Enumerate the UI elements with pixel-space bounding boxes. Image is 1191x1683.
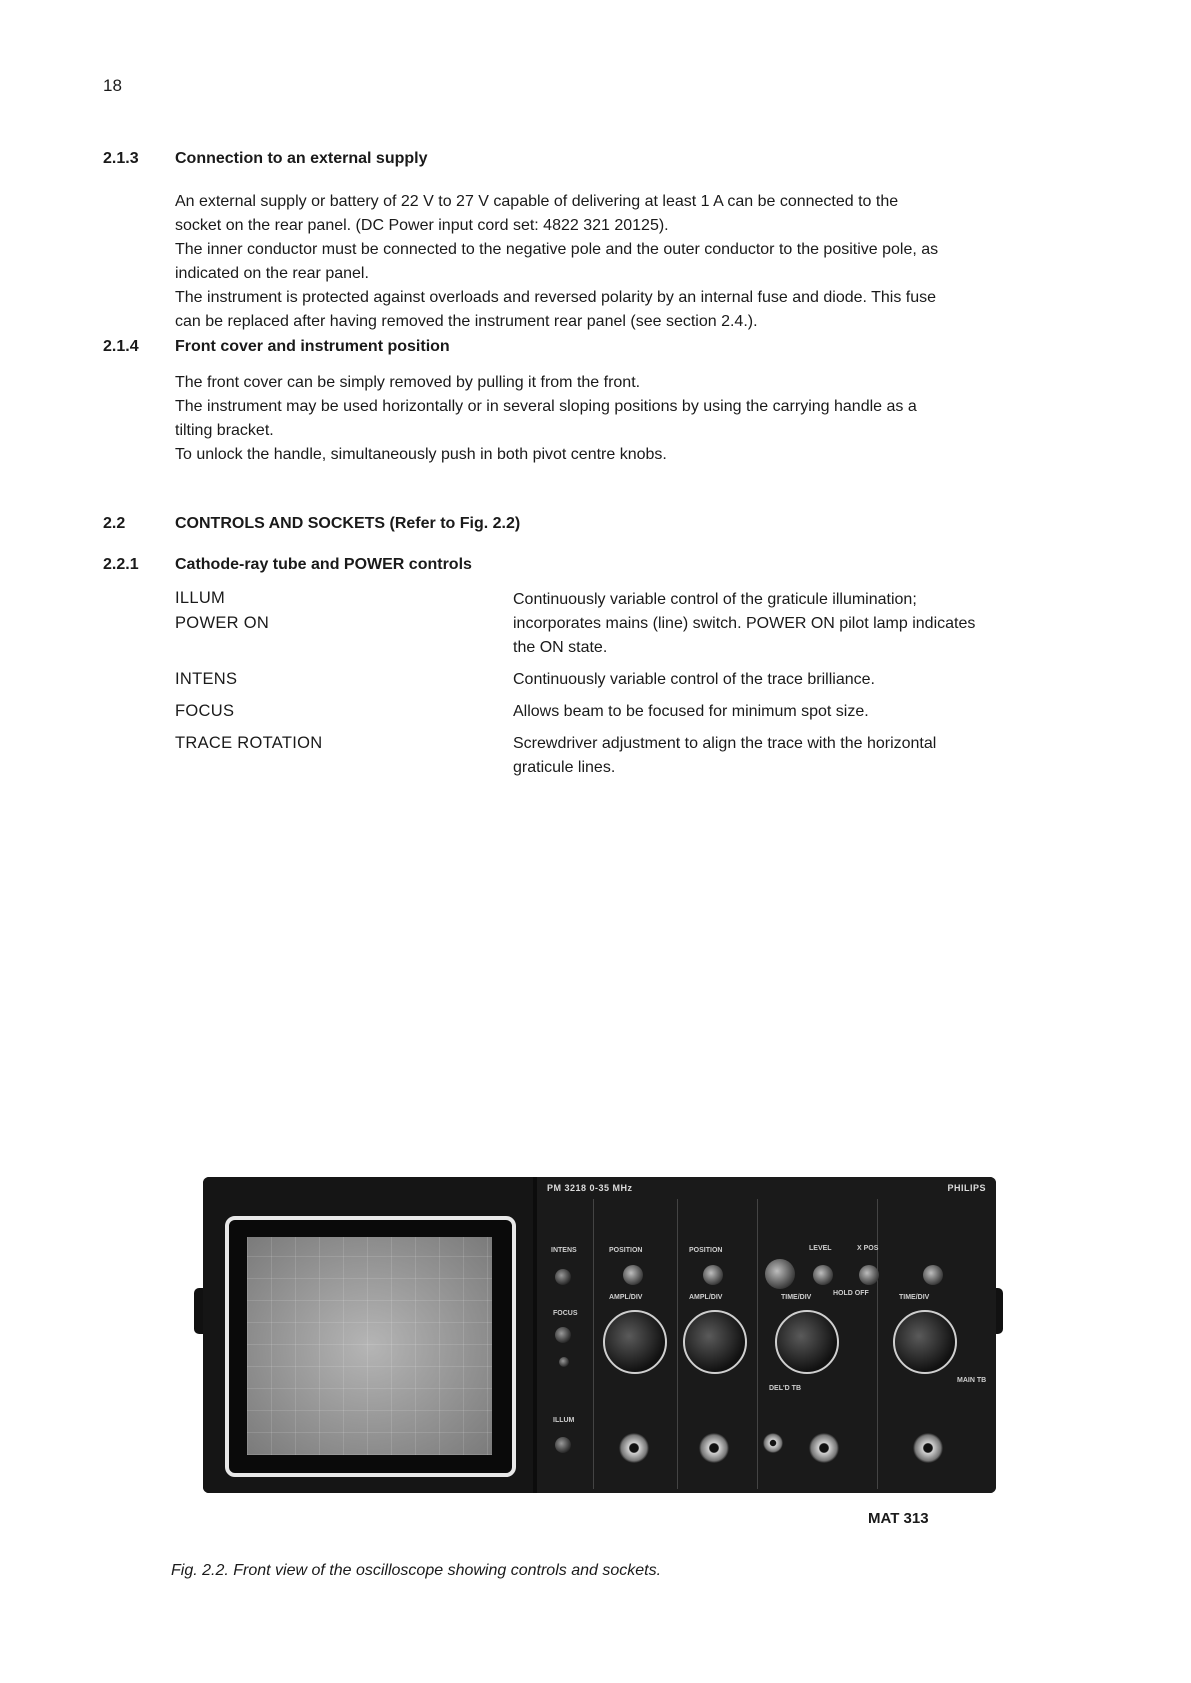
crt-bezel — [203, 1177, 533, 1493]
panel-divider — [877, 1199, 878, 1489]
panel-divider — [757, 1199, 758, 1489]
position-b-knob — [703, 1265, 723, 1285]
body-line: To unlock the handle, simultaneously push in both pivot centre knobs. — [175, 446, 667, 463]
section-number-2-1-4: 2.1.4 — [103, 338, 139, 355]
brand-bar — [537, 1183, 996, 1197]
comp-socket — [809, 1433, 839, 1463]
control-name-focus: FOCUS — [175, 702, 235, 720]
crt-screen-frame — [225, 1216, 516, 1477]
xpos-label: X POS — [857, 1245, 879, 1252]
delay-time-knob — [765, 1259, 795, 1289]
intens-label: INTENS — [551, 1247, 577, 1254]
body-line: The instrument is protected against overloads and reversed polarity by an internal fuse and diode. This fuse — [175, 289, 937, 306]
ampl-b-knob — [683, 1310, 747, 1374]
body-line: indicated on the rear panel. — [175, 265, 369, 282]
control-desc-intens: Continuously variable control of the trace brilliance. — [513, 671, 875, 688]
position-b-label: POSITION — [689, 1247, 723, 1254]
time-mtb-knob — [893, 1310, 957, 1374]
control-name-illum: ILLUM — [175, 589, 226, 607]
control-desc-trace-rotation: Screwdriver adjustment to align the trace with the horizontal — [513, 735, 937, 752]
focus-label: FOCUS — [553, 1310, 578, 1317]
mtb-level-knob — [923, 1265, 943, 1285]
level-label: LEVEL — [809, 1245, 832, 1252]
crt-screen — [247, 1237, 492, 1455]
control-name-power-on: POWER ON — [175, 614, 270, 632]
del-tb-label: DEL'D TB — [769, 1385, 801, 1392]
panel-divider — [593, 1199, 594, 1489]
brand-label: PHILIPS — [947, 1183, 986, 1193]
illum-knob — [555, 1437, 571, 1453]
ext-socket — [763, 1433, 783, 1453]
level-knob — [813, 1265, 833, 1285]
ampl-a-knob — [603, 1310, 667, 1374]
body-line: An external supply or battery of 22 V to 27 V capable of delivering at least 1 A can be connected to the — [175, 193, 899, 210]
section-title-controls: CONTROLS AND SOCKETS (Refer to Fig. 2.2) — [175, 515, 521, 532]
body-line: The instrument may be used horizontally or in several sloping positions by using the carrying handle as a — [175, 398, 917, 415]
control-desc-illum: Continuously variable control of the graticule illumination; — [513, 591, 917, 608]
control-name-intens: INTENS — [175, 670, 238, 688]
panel-divider — [677, 1199, 678, 1489]
ampl-b-label: AMPL/DIV — [689, 1294, 723, 1301]
position-a-knob — [623, 1265, 643, 1285]
hold-off-label: HOLD OFF — [833, 1290, 869, 1297]
section-title-front-cover: Front cover and instrument position — [175, 338, 450, 355]
main-tb-label: MAIN TB — [957, 1377, 987, 1384]
section-title-crt-power: Cathode-ray tube and POWER controls — [175, 556, 472, 573]
oscilloscope-photo — [203, 1177, 996, 1493]
trace-rotation-screw — [559, 1357, 569, 1367]
control-desc-power-on: the ON state. — [513, 639, 608, 656]
intens-knob — [555, 1269, 571, 1285]
control-desc-power-on: incorporates mains (line) switch. POWER ON pilot lamp indicates — [513, 615, 976, 632]
body-line: The inner conductor must be connected to the negative pole and the outer conductor to the positive pole, as — [175, 241, 939, 258]
input-b-socket — [699, 1433, 729, 1463]
time-dtb-label: TIME/DIV — [781, 1294, 812, 1301]
ampl-a-label: AMPL/DIV — [609, 1294, 643, 1301]
section-number-2-1-3: 2.1.3 — [103, 150, 139, 167]
body-line: The front cover can be simply removed by pulling it from the front. — [175, 374, 641, 391]
model-label: PM 3218 0-35 MHz — [547, 1183, 633, 1193]
section-number-2-2: 2.2 — [103, 515, 126, 532]
ext-trigger-socket — [913, 1433, 943, 1463]
figure-caption: Fig. 2.2. Front view of the oscilloscope showing controls and sockets. — [171, 1562, 662, 1579]
control-desc-trace-rotation: graticule lines. — [513, 759, 616, 776]
focus-knob — [555, 1327, 571, 1343]
figure-code: MAT 313 — [868, 1510, 929, 1527]
xpos-knob — [859, 1265, 879, 1285]
body-line: socket on the rear panel. (DC Power input cord set: 4822 321 20125). — [175, 217, 669, 234]
position-a-label: POSITION — [609, 1247, 643, 1254]
section-number-2-2-1: 2.2.1 — [103, 556, 139, 573]
control-name-trace-rotation: TRACE ROTATION — [175, 734, 323, 752]
section-title-external-supply: Connection to an external supply — [175, 150, 428, 167]
page-number: 18 — [103, 76, 122, 95]
body-line: tilting bracket. — [175, 422, 274, 439]
control-desc-focus: Allows beam to be focused for minimum spot size. — [513, 703, 869, 720]
time-mtb-label: TIME/DIV — [899, 1294, 930, 1301]
handle-pivot-right — [995, 1288, 1003, 1334]
body-line: can be replaced after having removed the instrument rear panel (see section 2.4.). — [175, 313, 758, 330]
time-dtb-knob — [775, 1310, 839, 1374]
input-a-socket — [619, 1433, 649, 1463]
control-panel — [537, 1177, 996, 1493]
illum-label: ILLUM — [553, 1417, 575, 1424]
